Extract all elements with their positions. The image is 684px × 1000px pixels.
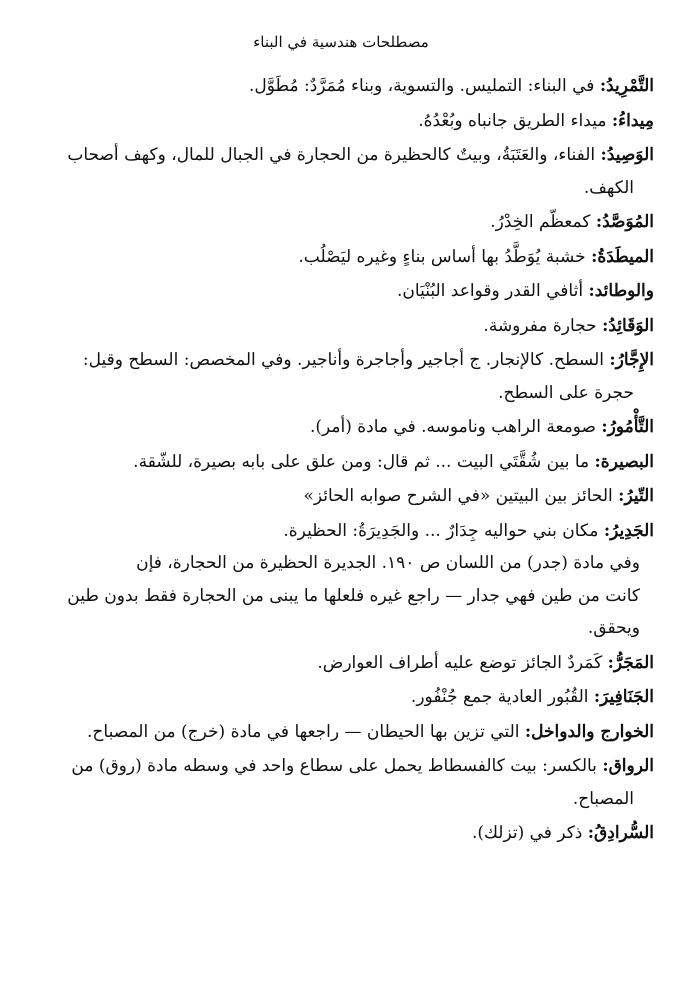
glossary-entry — [28, 750, 654, 815]
entry-term: الوَقَائِدُ: — [602, 315, 654, 336]
entry-term: التَّمْرِيدُ: — [599, 76, 654, 96]
entry-term: الإِجَّارُ: — [609, 350, 654, 370]
entry-term: البصيرة: — [594, 451, 654, 472]
entry-term: التَّأْمُورُ: — [601, 417, 654, 437]
entry-note — [28, 547, 654, 645]
glossary-entry — [28, 139, 654, 204]
entry-definition: القُبُور العادية جمع جُنْفُور. — [410, 687, 589, 707]
glossary-entry — [28, 70, 654, 103]
entry-continuation: الكهف. — [583, 177, 634, 198]
glossary-entry — [28, 515, 654, 645]
glossary-entry — [28, 716, 654, 749]
glossary-entry — [28, 817, 654, 850]
entry-definition: خشبة يُوَطَّدُ بها أساس بناءٍ وغيره ليَصْلُب. — [298, 246, 586, 267]
running-header: مصطلحات هندسية في البناء — [253, 33, 429, 51]
entry-definition: ما بين شُقَّتَي البيت ... ثم قال: ومن علق على بابه بصيرة، للشّقة. — [133, 451, 590, 472]
entry-continuation: حجرة على السطح. — [498, 382, 634, 403]
glossary-entry — [28, 647, 654, 680]
entry-definition: ميداء الطريق جانباه وبُعْدُهُ. — [418, 110, 607, 131]
entry-term: الرواق: — [602, 756, 654, 776]
entry-definition: حجارة مفروشة. — [483, 315, 597, 336]
entry-term: المُوَصَّدُ: — [595, 212, 654, 232]
entry-term: المَجَرُّ: — [607, 652, 654, 673]
entry-definition: مكان بني حواليه جِدَارٌ ... والجَدِيرَةُ: الحظيرة. — [283, 520, 599, 541]
glossary-entry — [28, 241, 654, 274]
glossary-entry — [28, 446, 654, 479]
entry-continuation: المصباح. — [572, 788, 634, 809]
glossary-entry — [28, 681, 654, 714]
entry-term: الميطَدَةُ: — [591, 246, 654, 267]
entry-term: التّيرُ: — [618, 486, 654, 506]
entry-term: الوَصِيدُ: — [600, 145, 654, 165]
glossary-entry — [28, 411, 654, 444]
entry-term: الجَنَافِيرَ: — [593, 687, 654, 707]
entry-term: السُّرادِقُ: — [587, 823, 654, 843]
glossary-entry — [28, 275, 654, 308]
entry-definition: بالكسر: بيت كالفسطاط يحمل على سطاع واحد في وسطه مادة (روق) من — [71, 756, 597, 776]
entry-definition: ذكر في (تزلك). — [471, 823, 583, 843]
entry-definition: الحائز بين البيتين «في الشرح صوابه الحائز» — [303, 486, 613, 506]
entry-note-first-line: وفي مادة (جدر) من اللسان ص ١٩٠. الجديرة الحظيرة من الحجارة، فإن — [136, 553, 640, 573]
glossary-entry — [28, 480, 654, 513]
entry-term: مِيداءُ: — [611, 110, 654, 131]
glossary-entry — [28, 310, 654, 343]
entry-definition: صومعة الراهب وناموسه. في مادة (أمر). — [309, 417, 596, 437]
entry-definition: أثافي القدر وقواعد البُنْيَان. — [397, 281, 584, 301]
entry-term: والوطائد: — [588, 281, 654, 301]
entry-definition: الفناء، والعَتَبَةُ، وبيتٌ كالحظيرة من الحجارة في الجبال للمال، وكهف أصحاب — [67, 145, 596, 165]
glossary-entry — [28, 344, 654, 409]
entry-note-rest: كانت من طين فهي جدار — راجع غيره فلعلها ما يبنى من الحجارة فقط بدون طين ويحقق. — [67, 585, 640, 638]
entry-term: الخوارج والدواخل: — [524, 721, 654, 742]
glossary-entry — [28, 206, 654, 239]
entry-definition: كمعظّم الخِدْرُ. — [490, 212, 591, 232]
entry-definition: كَمَردٌ الجائز توضع عليه أطراف العوارض. — [317, 652, 603, 673]
entry-definition: التي تزين بها الحيطان — راجعها في مادة (خرج) من المصباح. — [87, 721, 520, 742]
entry-definition: في البناء: التمليس. والتسوية، وبناء مُمَرَّدٌ: مُطَوَّل. — [248, 76, 595, 96]
glossary-entry — [28, 105, 654, 138]
glossary-entries — [28, 70, 654, 850]
entry-term: الجَدِيرُ: — [603, 520, 654, 541]
entry-definition: السطح. كالإنجار. ج أجاجير وأجاجرة وأناجير. وفي المخصص: السطح وقيل: — [82, 350, 604, 370]
